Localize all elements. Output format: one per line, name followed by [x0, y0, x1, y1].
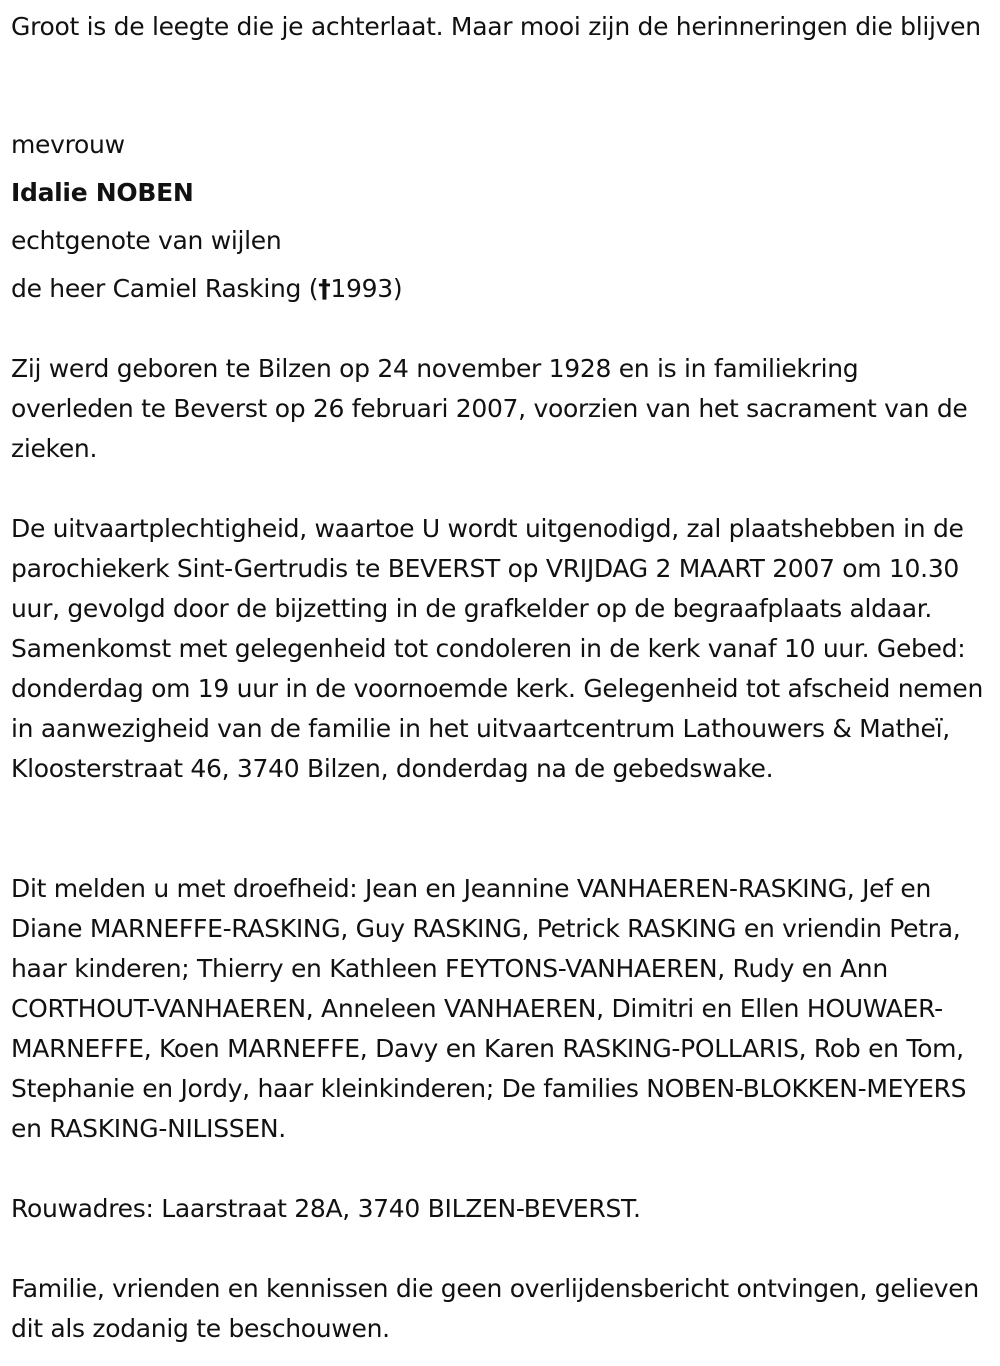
address-line: Rouwadres: Laarstraat 28A, 3740 BILZEN-BEVERST. — [11, 1194, 641, 1223]
deceased-name: Idalie NOBEN — [11, 178, 194, 207]
spouse-suffix: 1993) — [330, 274, 403, 303]
birth-death-paragraph: Zij werd geboren te Bilzen op 24 november 1928 en is in familiekring overleden te Beverst op 26 februari 2007, voorzien van het sacrament van de zieken. — [11, 354, 968, 463]
salutation: mevrouw — [11, 130, 125, 159]
cross-icon: † — [318, 274, 331, 303]
closing-paragraph: Familie, vrienden en kennissen die geen overlijdensbericht ontvingen, gelieven dit als zodanig te beschouwen. — [11, 1274, 979, 1343]
relation-line: echtgenote van wijlen — [11, 226, 282, 255]
memorial-quote: Groot is de leegte die je achterlaat. Maar mooi zijn de herinneringen die blijven — [11, 12, 981, 41]
spouse-prefix: de heer Camiel Rasking ( — [11, 274, 319, 303]
spouse-line — [11, 271, 402, 307]
funeral-paragraph: De uitvaartplechtigheid, waartoe U wordt uitgenodigd, zal plaatshebben in de parochiekerk Sint-Gertrudis te BEVERST op VRIJDAG 2 MAART 2007 om 10.30 uur, gevolgd door de bijzetting in de grafkelder op de begraafplaats aldaar. Samenkomst met gelegenheid tot condoleren in de kerk vanaf 10 uur. Gebed: donderdag om 19 uur in de voornoemde kerk. Gelegenheid tot afscheid nemen in aanwezigheid van de familie in het uitvaartcentrum Lathouwers & Matheï, Kloosterstraat 46, 3740 Bilzen, donderdag na de gebedswake. — [11, 514, 984, 783]
family-paragraph: Dit melden u met droefheid: Jean en Jeannine VANHAEREN-RASKING, Jef en Diane MARNEFFE-RASKING, Guy RASKING, Petrick RASKING en vriendin Petra, haar kinderen; Thierry en Kathleen FEYTONS-VANHAEREN, Rudy en Ann CORTHOUT-VANHAEREN, Anneleen VANHAEREN, Dimitri en Ellen HOUWAER-MARNEFFE, Koen MARNEFFE, Davy en Karen RASKING-POLLARIS, Rob en Tom, Stephanie en Jordy, haar kleinkinderen; De families NOBEN-BLOKKEN-MEYERS en RASKING-NILISSEN. — [11, 874, 967, 1143]
